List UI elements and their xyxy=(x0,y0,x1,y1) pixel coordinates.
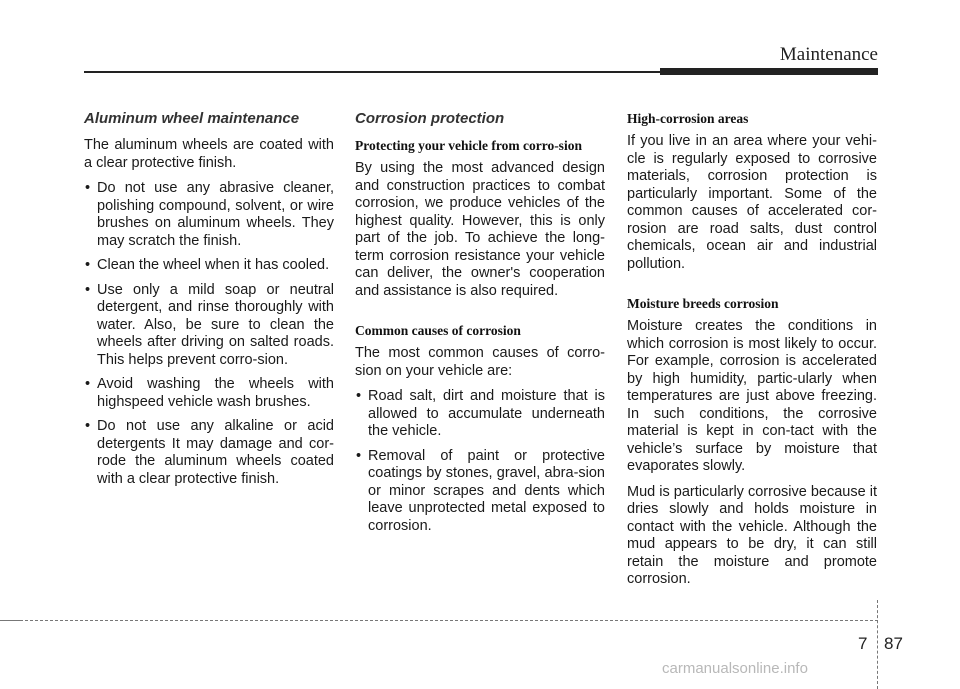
watermark: carmanualsonline.info xyxy=(662,660,808,677)
list-item: • Road salt, dirt and moisture that is allowed to accumulate underneath the vehicle. xyxy=(355,388,605,441)
list-item: • Do not use any alkaline or acid detergents It may damage and cor-rode the aluminum wheels coated with a clear protective finish. xyxy=(84,418,334,488)
header-rule-bar xyxy=(660,68,878,75)
footer-rule-left xyxy=(0,620,20,621)
header-title: Maintenance xyxy=(779,44,878,65)
aluminum-intro: The aluminum wheels are coated with a clear protective finish. xyxy=(84,137,334,171)
aluminum-bullet-list xyxy=(84,180,334,488)
causes-text: The most common causes of corro-sion on your vehicle are: xyxy=(355,345,605,379)
protecting-text: By using the most advanced design and construction practices to combat corrosion, we produce vehicles of the highest quality. However, this is only part of the job. To achieve the long-term corrosion resistance your vehicle can deliver, the owner's cooperation and assistance is also required. xyxy=(355,160,605,299)
column-high-corrosion xyxy=(627,110,877,597)
subtitle-causes: Common causes of corrosion xyxy=(355,323,521,338)
moisture-text-2: Mud is particularly corrosive because it dries slowly and holds moisture in contact with the vehicle. Although the mud appears to be dry, it can still retain the moisture and promote corrosion. xyxy=(627,483,877,587)
column-aluminum xyxy=(84,110,334,495)
list-item: • Avoid washing the wheels with highspeed vehicle wash brushes. xyxy=(84,376,334,411)
subtitle-protecting: Protecting your vehicle from corro-sion xyxy=(355,138,582,153)
header-rule xyxy=(84,71,660,73)
chapter-number: 7 xyxy=(858,634,868,653)
footer-rule xyxy=(20,620,878,621)
list-item: • Do not use any abrasive cleaner, polishing compound, solvent, or wire brushes on aluminum wheels. They may scratch the finish. xyxy=(84,180,334,250)
section-title-corrosion: Corrosion protection xyxy=(355,110,505,127)
subtitle-high-corrosion: High-corrosion areas xyxy=(627,111,749,126)
page-number: 87 xyxy=(884,634,903,653)
footer-divider xyxy=(877,600,878,689)
causes-bullet-list xyxy=(355,388,605,535)
list-item: • Use only a mild soap or neutral detergent, and rinse thoroughly with water. Also, be sure to clean the wheels after driving on salted roads. This helps prevent corro-sion. xyxy=(84,282,334,370)
subtitle-moisture: Moisture breeds corrosion xyxy=(627,296,779,311)
high-corrosion-text: If you live in an area where your vehi-cle is regularly exposed to corrosive materials, corrosion protection is particularly important. Some of the common causes of accelerated cor-rosion are road salts, dust control chemicals, ocean air and industrial pollution. xyxy=(627,133,877,272)
list-item: • Removal of paint or protective coatings by stones, gravel, abra-sion or minor scrapes and dents which leave unprotected metal exposed to corrosion. xyxy=(355,448,605,536)
moisture-text-1: Moisture creates the conditions in which corrosion is most likely to occur. For example, corrosion is accelerated by high humidity, partic-ularly when temperatures are just above freezing. In such conditions, the corrosive material is kept in con-tact with the vehicle’s surface by moisture that evaporates slowly. xyxy=(627,318,877,474)
list-item: • Clean the wheel when it has cooled. xyxy=(84,257,334,275)
section-title-aluminum: Aluminum wheel maintenance xyxy=(84,110,300,127)
column-corrosion xyxy=(355,110,605,542)
